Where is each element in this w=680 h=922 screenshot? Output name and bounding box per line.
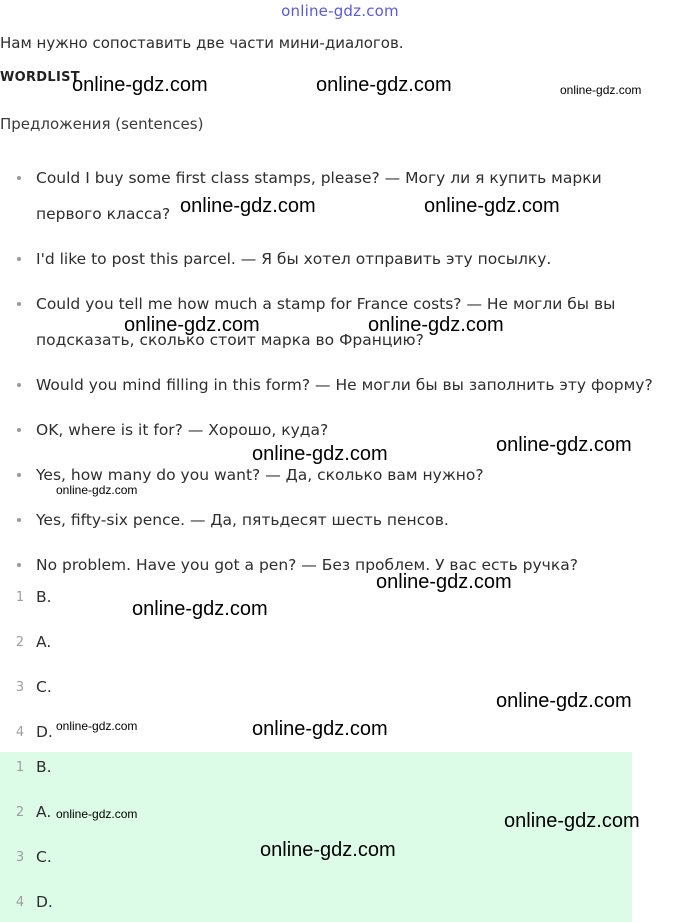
watermark: online-gdz.com [56,483,138,497]
watermark: online-gdz.com [496,690,632,712]
sentence-item [36,371,676,399]
watermark: online-gdz.com [424,195,560,217]
wordlist-label: WORDLIST [0,70,80,85]
sentences-heading: Предложения (sentences) [0,115,204,133]
answer-number: 3 [15,680,25,695]
watermark: online-gdz.com [56,719,138,733]
answer-letter: B. [36,758,52,776]
answer-row [0,758,632,782]
task-intro: Нам нужно сопоставить две части мини-диалогов. [0,34,404,52]
sentence-line: No problem. Have you got a pen? — Без проблем. У вас есть ручка? [36,556,578,574]
watermark: online-gdz.com [252,443,388,465]
answer-list-highlighted [0,752,632,922]
sentence-item [36,164,676,228]
watermark: online-gdz.com [496,434,632,456]
watermark: online-gdz.com [504,810,640,832]
answer-number: 4 [15,895,25,910]
watermark: online-gdz.com [56,807,138,821]
watermark: online-gdz.com [124,314,260,336]
answer-letter: C. [36,848,52,866]
sentence-line: Yes, how many do you want? — Да, сколько вам нужно? [36,466,484,484]
watermark: online-gdz.com [252,718,388,740]
watermark: online-gdz.com [316,74,452,96]
watermark: online-gdz.com [376,571,512,593]
answer-letter: D. [36,893,53,911]
answer-letter: C. [36,678,52,696]
watermark: online-gdz.com [72,74,208,96]
sentence-line: Could you tell me how much a stamp for France costs? — Не могли бы вы [36,295,616,313]
sentence-line: I'd like to post this parcel. — Я бы хотел отправить эту посылку. [36,250,552,268]
answer-row [0,893,632,917]
answer-number: 1 [15,760,25,775]
sentence-line: Could I buy some first class stamps, please? — Могу ли я купить марки [36,169,602,187]
sentence-line: первого класса? [36,205,171,223]
answer-number: 1 [15,590,25,605]
sentence-line: OK, where is it for? — Хорошо, куда? [36,421,329,439]
answer-letter: A. [36,633,52,651]
answer-letter: D. [36,723,53,741]
watermark: online-gdz.com [132,598,268,620]
watermark: online-gdz.com [560,83,642,97]
sentence-line: подсказать, сколько стоит марка во Францию? [36,331,424,349]
answer-row [0,588,632,612]
sentence-line: Would you mind filling in this form? — Не могли бы вы заполнить эту форму? [36,376,653,394]
answer-number: 2 [15,805,25,820]
sentence-item [36,551,676,579]
answer-number: 2 [15,635,25,650]
sentence-item [36,506,676,534]
answer-number: 3 [15,850,25,865]
site-header[interactable]: online-gdz.com [281,2,399,20]
watermark: online-gdz.com [368,314,504,336]
sentence-line: Yes, fifty-six pence. — Да, пятьдесят шесть пенсов. [36,511,449,529]
answer-letter: B. [36,588,52,606]
answer-number: 4 [15,725,25,740]
sentence-item [36,245,676,273]
answer-letter: A. [36,803,52,821]
watermark: online-gdz.com [260,839,396,861]
watermark: online-gdz.com [180,195,316,217]
answer-row [0,633,632,657]
